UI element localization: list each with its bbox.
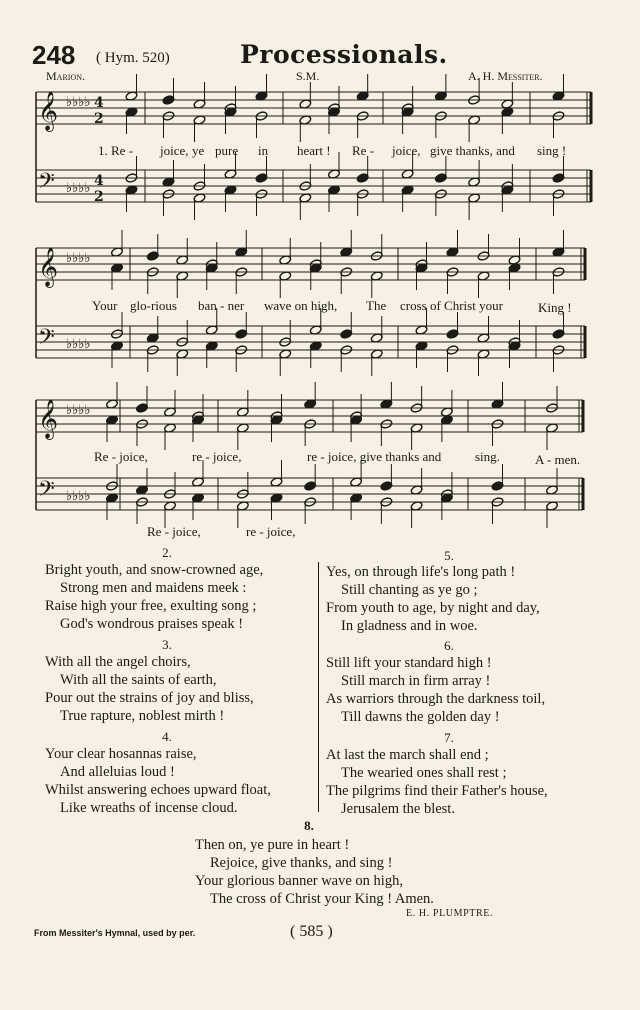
time-signature: 4: [94, 95, 104, 111]
source-credit: From Messiter's Hymnal, used by per.: [34, 928, 196, 938]
verse-line: As warriors through the darkness toil,: [326, 691, 546, 707]
key-signature: ♭♭♭♭: [66, 251, 91, 266]
bass-clef: 𝄢: [38, 169, 55, 199]
verse-line: Your glorious banner wave on high,: [195, 873, 403, 889]
verse-number: 3.: [162, 637, 172, 652]
lyric: sing !: [537, 143, 567, 158]
note-head: [356, 173, 369, 184]
verse-line: Raise high your free, exulting song ;: [45, 598, 257, 614]
verse-number: 4.: [162, 729, 172, 744]
time-signature: 2: [94, 189, 104, 205]
hymn-number: 248: [32, 40, 76, 70]
key-signature: ♭♭♭♭: [66, 181, 91, 196]
verse-line: In gladness and in woe.: [341, 618, 478, 634]
lyric: The: [366, 298, 387, 313]
composer: A. H. Messiter.: [468, 69, 543, 83]
verse-line: With all the saints of earth,: [60, 672, 217, 688]
verse-line: Still chanting as ye go ;: [341, 582, 478, 598]
verse-number: 8.: [304, 818, 314, 833]
key-signature: ♭♭♭♭: [66, 489, 91, 504]
lyric: Re - joice,: [94, 449, 148, 464]
key-signature: ♭♭♭♭: [66, 95, 91, 110]
lyric: wave on high,: [264, 298, 338, 313]
note-head: [235, 329, 248, 340]
verse-number: 7.: [444, 730, 454, 745]
verse-line: Whilst answering echoes upward float,: [45, 782, 271, 798]
verse-line: Yes, on through life's long path !: [326, 564, 516, 580]
verse-line: The pilgrims find their Father's house,: [326, 783, 548, 799]
verse-line: Till dawns the golden day !: [341, 709, 500, 725]
note-head: [552, 173, 565, 184]
note-head: [162, 95, 175, 106]
verse-line: The wearied ones shall rest ;: [341, 765, 507, 781]
verse-line: True rapture, noblest mirth !: [60, 708, 225, 724]
lyric: 1. Re -: [98, 143, 134, 158]
note-head: [340, 329, 353, 340]
tune-name: Marion.: [46, 69, 86, 83]
verse-line: God's wondrous praises speak !: [60, 616, 244, 632]
verse-line: Your clear hosannas raise,: [45, 746, 197, 762]
time-signature: 2: [94, 111, 104, 127]
verse-line: Still lift your standard high !: [326, 655, 492, 671]
treble-clef: 𝄞: [38, 247, 59, 287]
verse-line: Jerusalem the blest.: [341, 801, 455, 817]
note-head: [552, 329, 565, 340]
note-head: [136, 403, 149, 414]
treble-clef: 𝄞: [38, 91, 59, 131]
lyric: joice,: [160, 143, 189, 158]
note-head: [380, 481, 393, 492]
verse-number: 5.: [444, 548, 454, 563]
lyric: Re - joice,: [147, 524, 201, 539]
lyric: glo-rious: [130, 298, 177, 313]
bass-clef: 𝄢: [38, 477, 55, 507]
lyric: pure: [215, 143, 239, 158]
note-head: [146, 251, 159, 262]
lyric: give thanks, and: [430, 143, 515, 158]
treble-clef: 𝄞: [38, 399, 59, 439]
hymn-reference: ( Hym. 520): [96, 50, 170, 66]
column-divider: [318, 562, 319, 812]
time-signature: 4: [94, 173, 104, 189]
verse-line: Strong men and maidens meek :: [60, 580, 247, 596]
note-head: [491, 481, 504, 492]
verse-number: 6.: [444, 638, 454, 653]
bass-clef: 𝄢: [38, 325, 55, 355]
page-number: ( 585 ): [290, 923, 333, 940]
lyric: heart !: [297, 143, 331, 158]
verse-line: And alleluias loud !: [60, 764, 175, 780]
key-signature: ♭♭♭♭: [66, 337, 91, 352]
verse-line: Pour out the strains of joy and bliss,: [45, 690, 254, 706]
lyric: A - men.: [535, 452, 581, 467]
note-head: [434, 173, 447, 184]
lyric: sing.: [475, 449, 500, 464]
verse-line: Like wreaths of incense cloud.: [60, 800, 238, 816]
lyric: re - joice, give thanks and: [307, 449, 442, 464]
note-head: [255, 173, 268, 184]
lyric: ban - ner: [198, 298, 245, 313]
lyric: in: [258, 143, 269, 158]
meter: S.M.: [296, 69, 320, 83]
lyric: joice,: [392, 143, 421, 158]
lyric: Re -: [352, 143, 375, 158]
verse-line: Then on, ye pure in heart !: [195, 837, 350, 853]
verse-line: From youth to age, by night and day,: [326, 600, 540, 616]
lyric: Your: [92, 298, 118, 313]
lyric: cross of Christ your: [400, 298, 503, 313]
key-signature: ♭♭♭♭: [66, 403, 91, 418]
verse-line: The cross of Christ your King ! Amen.: [210, 891, 434, 907]
verse-number: 2.: [162, 545, 172, 560]
verse-line: Bright youth, and snow-crowned age,: [45, 562, 264, 578]
lyric: ye: [192, 143, 205, 158]
lyric: re - joice,: [192, 449, 242, 464]
author-credit: E. H. PLUMPTRE.: [406, 908, 494, 919]
verse-line: At last the march shall end ;: [326, 747, 489, 763]
section-title: Processionals.: [240, 40, 448, 69]
verse-line: Still march in firm array !: [341, 673, 491, 689]
note-head: [446, 329, 459, 340]
note-head: [304, 481, 317, 492]
verse-line: With all the angel choirs,: [45, 654, 191, 670]
lyric: King !: [538, 300, 572, 315]
verse-line: Rejoice, give thanks, and sing !: [210, 855, 393, 871]
lyric: re - joice,: [246, 524, 296, 539]
